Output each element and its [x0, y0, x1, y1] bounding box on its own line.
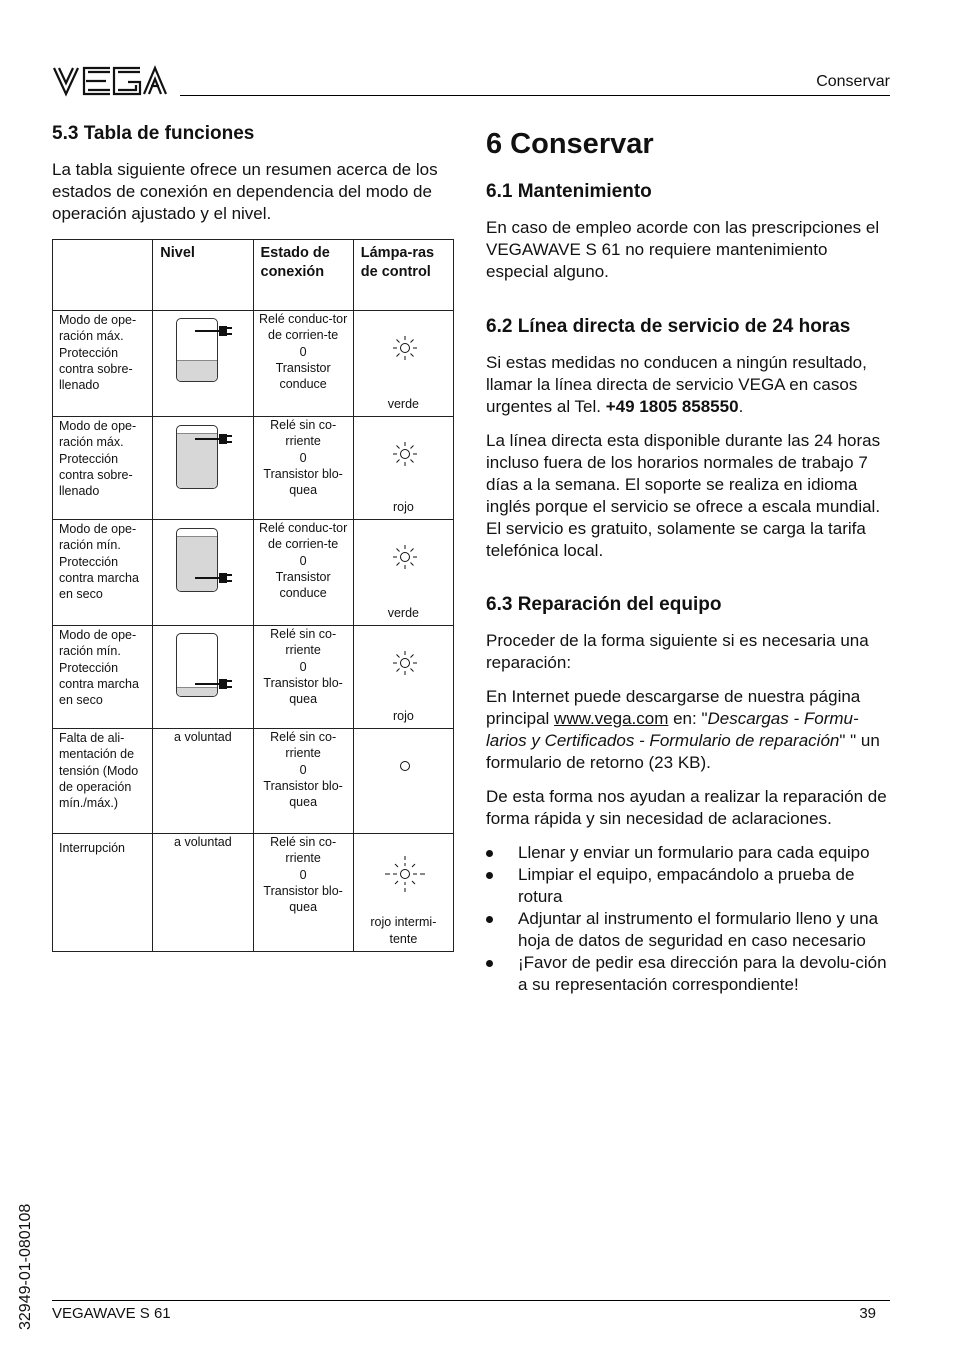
- header-section-title: Conservar: [816, 73, 890, 90]
- row-state: Relé conduc-tor de corrien-te 0 Transistor conduce: [253, 311, 353, 417]
- repair-paragraph-3: De esta forma nos ayudan a realizar la reparación de forma rápida y sin necesidad de aclaraciones.: [486, 787, 887, 828]
- table-row: [53, 417, 454, 520]
- row-mode: Modo de ope-ración máx. Protección contra sobre-llenado: [53, 311, 153, 417]
- repair-text-end: " " un formulario de retorno (23 KB).: [486, 731, 880, 772]
- row-lamp: [353, 520, 453, 626]
- repair-paragraph-2: [486, 686, 890, 774]
- row-level: [153, 311, 253, 417]
- probe-icon: [193, 433, 233, 445]
- list-item: [486, 908, 890, 952]
- row-state: Relé conduc-tor de corrien-te 0 Transistor conduce: [253, 520, 353, 626]
- list-item: [486, 842, 890, 864]
- row-state: Relé sin co-rriente 0 Transistor blo-quea: [253, 417, 353, 520]
- table-row: [53, 311, 454, 417]
- row-lamp: [353, 834, 453, 952]
- table-row: [53, 729, 454, 834]
- vega-logo: [52, 64, 168, 98]
- bullet-icon: [486, 960, 493, 967]
- table-header-state: Estado de conexión: [253, 240, 353, 311]
- row-level: [153, 417, 253, 520]
- row-level: [153, 520, 253, 626]
- row-mode: Interrupción: [53, 834, 153, 952]
- table-header-mode: [53, 240, 153, 311]
- repair-text-mid: en: ": [668, 709, 708, 728]
- table-intro: La tabla siguiente ofrece un resumen acerca de los estados de conexión en dependencia del modo de operación ajustado y el nivel.: [52, 160, 438, 223]
- list-item-text: Limpiar el equipo, empacándolo a prueba de rotura: [518, 865, 855, 906]
- probe-icon: [193, 572, 233, 584]
- row-level: a voluntad: [153, 834, 253, 952]
- row-mode: Modo de ope-ración mín. Protección contra marcha en seco: [53, 520, 153, 626]
- chapter-title: 6 Conservar: [486, 128, 654, 160]
- header-rule: [180, 95, 890, 96]
- footer-rule: [52, 1300, 890, 1301]
- maintenance-text: En caso de empleo acorde con las prescripciones el VEGAWAVE S 61 no requiere mantenimiento especial alguno.: [486, 218, 880, 281]
- list-item-text: Adjuntar al instrumento el formulario lleno y una hoja de datos de seguridad en caso necesario: [518, 909, 879, 950]
- section-heading-6-3: 6.3 Reparación del equipo: [486, 594, 722, 615]
- table-row: [53, 626, 454, 729]
- row-state: Relé sin co-rriente 0 Transistor blo-quea: [253, 729, 353, 834]
- table-header-row: [53, 240, 454, 311]
- lamp-on-icon: [392, 335, 418, 361]
- section-heading-6-1: 6.1 Mantenimiento: [486, 181, 652, 202]
- row-state: Relé sin co-rriente 0 Transistor blo-quea: [253, 834, 353, 952]
- repair-text: En Internet puede descargarse de nuestra página principal: [486, 687, 861, 728]
- lamp-label: rojo: [392, 708, 414, 723]
- lamp-on-icon: [392, 441, 418, 467]
- hotline-paragraph-1: [486, 352, 890, 418]
- row-level: [153, 626, 253, 729]
- probe-icon: [193, 325, 233, 337]
- hotline-text-end: .: [738, 397, 744, 416]
- lamp-label: rojo intermi-tente: [370, 915, 437, 946]
- section-heading-5-3: 5.3 Tabla de funciones: [52, 123, 255, 144]
- document-code: 32949-01-080108: [17, 1203, 34, 1330]
- vega-website-link[interactable]: www.vega.com: [554, 709, 669, 728]
- table-header-lamp: Lámpa-ras de control: [353, 240, 453, 311]
- table-header-level: Nivel: [153, 240, 253, 311]
- lamp-off-icon: [392, 753, 418, 779]
- probe-icon: [193, 678, 233, 690]
- lamp-label: rojo: [392, 499, 414, 514]
- row-level: a voluntad: [153, 729, 253, 834]
- repair-path: Descargas - Formu-larios y Certificados - Formulario de reparación: [486, 709, 859, 750]
- repair-steps-list: [486, 842, 890, 996]
- row-mode: Modo de ope-ración máx. Protección contra sobre-llenado: [53, 417, 153, 520]
- row-lamp: [353, 311, 453, 417]
- list-item-text: ¡Favor de pedir esa dirección para la devolu-ción a su representación correspondiente!: [518, 953, 887, 994]
- row-lamp: [353, 417, 453, 520]
- row-mode: Modo de ope-ración mín. Protección contra marcha en seco: [53, 626, 153, 729]
- list-item: [486, 864, 890, 908]
- footer-product: VEGAWAVE S 61: [52, 1305, 171, 1322]
- row-state: Relé sin co-rriente 0 Transistor blo-quea: [253, 626, 353, 729]
- list-item: [486, 952, 890, 996]
- hotline-phone: +49 1805 858550: [605, 397, 739, 416]
- lamp-on-icon: [392, 650, 418, 676]
- lamp-blink-icon: [383, 854, 427, 894]
- table-row: [53, 520, 454, 626]
- row-mode: Falta de ali-mentación de tensión (Modo de operación mín./máx.): [53, 729, 153, 834]
- lamp-on-icon: [392, 544, 418, 570]
- lamp-label: verde: [387, 605, 420, 620]
- function-table: [52, 239, 454, 952]
- lamp-label: verde: [387, 396, 420, 411]
- section-heading-6-2: 6.2 Línea directa de servicio de 24 horas: [486, 316, 851, 337]
- hotline-paragraph-2: La línea directa esta disponible durante las 24 horas incluso fuera de los horarios normales de trabajo 7 días a la semana. El soporte se realiza en idioma inglés porque el servicio se ofrece a escala mundial. El servicio es gratuito, solamente se carga la tarifa telefónica local.: [486, 431, 881, 560]
- bullet-icon: [486, 872, 493, 879]
- row-lamp: [353, 729, 453, 834]
- table-row: [53, 834, 454, 952]
- repair-paragraph-1: Proceder de la forma siguiente si es necesaria una reparación:: [486, 631, 869, 672]
- row-lamp: [353, 626, 453, 729]
- bullet-icon: [486, 850, 493, 857]
- hotline-text: Si estas medidas no conducen a ningún resultado, llamar la línea directa de servicio VEGA en casos urgentes al Tel.: [486, 353, 867, 416]
- list-item-text: Llenar y enviar un formulario para cada equipo: [518, 843, 870, 862]
- page-number: 39: [859, 1305, 876, 1322]
- bullet-icon: [486, 916, 493, 923]
